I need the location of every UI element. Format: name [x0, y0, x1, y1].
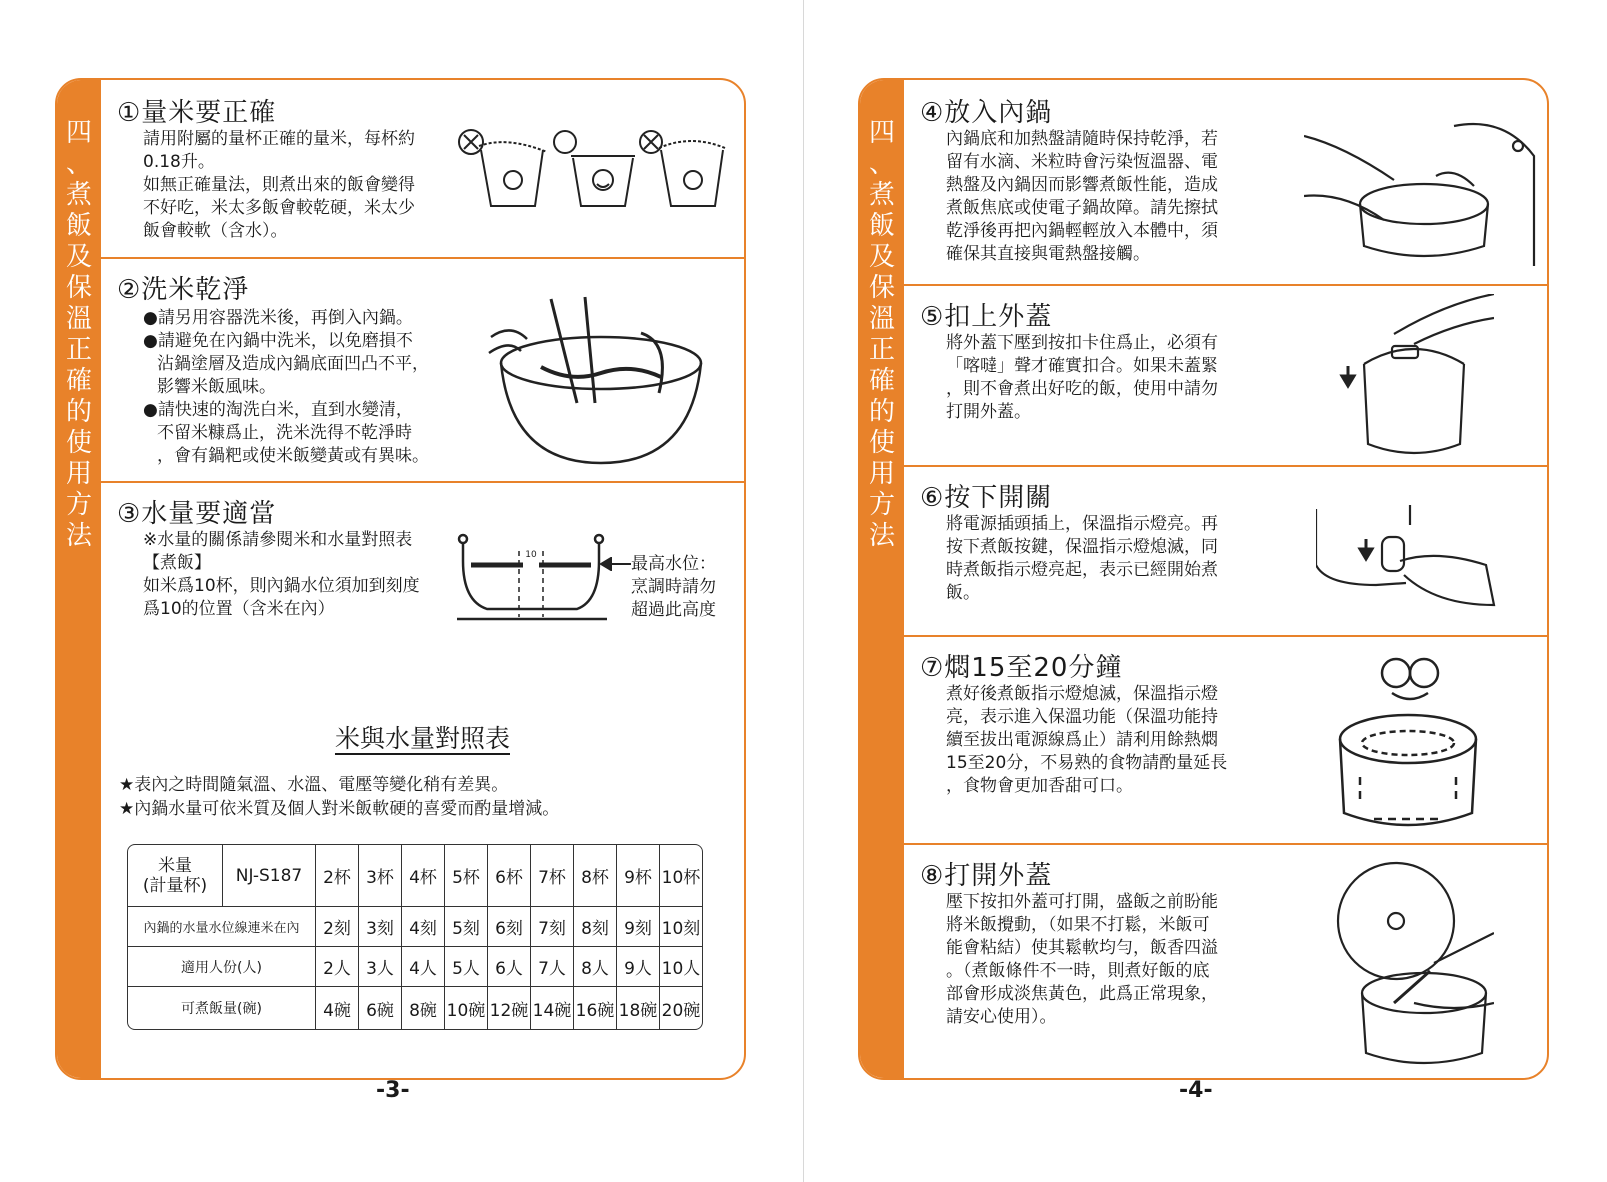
table-row: [128, 947, 702, 987]
down-arrow-icon: [1360, 539, 1372, 559]
table-cell: NJ-S187: [223, 845, 316, 907]
section-insert-pot: [904, 80, 1547, 286]
table-cell: 9刻: [617, 907, 660, 947]
table-cell: 10碗: [445, 987, 488, 1029]
table-cell: 適用人份(人): [128, 947, 316, 987]
table-cell: 7杯: [531, 845, 574, 907]
table-title: 米與水量對照表: [334, 724, 510, 753]
table-cell: 5杯: [445, 845, 488, 907]
page-divider: [803, 0, 804, 1182]
section-press-switch: [904, 465, 1547, 637]
section-body: ※水量的關係請參閱米和水量對照表 【煮飯】 如米爲10杯，則內鍋水位須加到刻度 爲10的位置（含米在內）: [143, 530, 420, 619]
section-heading: ④放入內鍋: [920, 98, 1053, 128]
table-cell: 6杯: [488, 845, 531, 907]
section-measure-rice: [101, 80, 744, 259]
table-cell: 14碗: [531, 987, 574, 1029]
table-cell: 4刻: [402, 907, 445, 947]
open-lid-illustration: [1334, 853, 1494, 1073]
section-heading: ⑦燜15至20分鐘: [920, 653, 1123, 683]
table-cell: 米量 (計量杯): [128, 845, 223, 907]
table-cell: 5刻: [445, 907, 488, 947]
table-cell: 18碗: [617, 987, 660, 1029]
measuring-cup-illustration: [457, 128, 727, 218]
table-cell: 8碗: [402, 987, 445, 1029]
table-cell: 4碗: [316, 987, 359, 1029]
table-cell: 6刻: [488, 907, 531, 947]
section-heading: ①量米要正確: [117, 98, 277, 128]
section-water-level: [101, 481, 744, 1080]
table-cell: 16碗: [574, 987, 617, 1029]
section-heading: ②洗米乾淨: [117, 275, 250, 305]
section-close-lid: [904, 284, 1547, 467]
section-heading: ⑧打開外蓋: [920, 861, 1053, 891]
insert-pot-illustration: [1304, 116, 1544, 266]
section-heading: ⑥按下開關: [920, 483, 1053, 513]
switch-illustration: [1316, 505, 1496, 615]
section-body: 壓下按扣外蓋可打開，盛飯之前盼能 將米飯攪動，（如果不打鬆，米飯可 能會粘結）使其鬆軟均勻，飯香四溢 。（煮飯條件不一時，則煮好飯的底 部會形成淡焦黃色，此爲正常現象， 請安心使用）。: [946, 892, 1218, 1027]
section-body: 將電源插頭插上，保溫指示燈亮。再 按下煮飯按鍵，保溫指示燈熄滅，同 時煮飯指示燈亮起，表示已經開始煮 飯。: [946, 514, 1218, 603]
section-wash-rice: [101, 257, 744, 483]
section-open-lid: [904, 843, 1547, 1080]
section-body: ●請另用容器洗米後，再倒入內鍋。 ●請避免在內鍋中洗米，以免磨損不 沾鍋塗層及造成內鍋底面凹凸不平， 影響米飯風味。 ●請快速的淘洗白米，直到水變清， 不留米糠爲止，洗米洗得不乾淨時 ，會有鍋粑或使米飯變黃或有異味。: [143, 308, 429, 466]
page-number: -3-: [376, 1078, 410, 1103]
rice-water-table: [127, 844, 703, 1030]
table-cell: 2刻: [316, 907, 359, 947]
table-cell: 9人: [617, 947, 660, 987]
table-cell: 可煮飯量(碗): [128, 987, 316, 1029]
table-cell: 8人: [574, 947, 617, 987]
steaming-pot-illustration: [1334, 643, 1484, 833]
section-body: 將外蓋下壓到按扣卡住爲止，必須有 「喀噠」聲才確實扣合。如果未蓋緊 ，則不會煮出好吃的飯，使用中請勿 打開外蓋。: [946, 333, 1218, 422]
table-cell: 3刻: [359, 907, 402, 947]
table-cell: 9杯: [617, 845, 660, 907]
inner-pot-scale-illustration: [457, 531, 607, 621]
down-arrow-icon: [1342, 366, 1354, 386]
section-steam-wait: [904, 635, 1547, 845]
section-heading: ⑤扣上外蓋: [920, 302, 1053, 332]
side-title: 四 、 煮 飯 及 保 溫 正 確 的 使 用 方 法: [65, 118, 92, 551]
close-lid-illustration: [1334, 294, 1494, 459]
table-notes: ★表內之時間隨氣溫、水溫、電壓等變化稍有差異。 ★內鍋水量可依米質及個人對米飯軟硬的喜愛而酌量增減。: [119, 775, 560, 819]
table-cell: 3人: [359, 947, 402, 987]
section-body: 煮好後煮飯指示燈熄滅，保溫指示燈 亮，表示進入保溫功能（保溫功能持 續至拔出電源線爲止）請利用餘熱燜 15至20分，不易熟的食物請酌量延長 ，食物會更加香甜可口。: [946, 684, 1228, 796]
page-number: -4-: [1179, 1078, 1213, 1103]
table-cell: 4人: [402, 947, 445, 987]
table-row: [128, 845, 702, 907]
table-cell: 10杯: [660, 845, 702, 907]
washing-bowl-illustration: [481, 293, 711, 473]
section-body: 內鍋底和加熱盤請隨時保持乾淨，若 留有水滴、米粒時會污染恆溫器、電 熱盤及內鍋因而影響煮飯性能，造成 煮飯焦底或使電子鍋故障。請先擦拭 乾淨後再把內鍋輕輕放入本體中，須 確保其直接與電熱盤接觸。: [946, 129, 1218, 264]
arrow-icon: [597, 557, 631, 571]
table-cell: 內鍋的水量水位線連米在內: [128, 907, 316, 947]
side-title: 四 、 煮 飯 及 保 溫 正 確 的 使 用 方 法: [868, 118, 895, 551]
table-cell: 6碗: [359, 987, 402, 1029]
table-row: [128, 987, 702, 1029]
table-cell: 20碗: [661, 1000, 701, 1021]
side-band: [57, 80, 101, 1078]
table-cell: 2杯: [316, 845, 359, 907]
table-cell: 8刻: [574, 907, 617, 947]
table-cell: 6人: [488, 947, 531, 987]
side-band: [860, 80, 904, 1078]
table-cell: 10人: [660, 947, 702, 987]
left-page-frame: [55, 78, 746, 1080]
table-cell: 12碗: [488, 987, 531, 1029]
table-cell: 10刻: [660, 907, 702, 947]
table-cell: 4杯: [402, 845, 445, 907]
table-cell: 8杯: [574, 845, 617, 907]
table-cell: 5人: [445, 947, 488, 987]
section-body: 請用附屬的量杯正確的量米，每杯約 0.18升。 如無正確量法，則煮出來的飯會變得 不好吃，米太多飯會較乾硬，米太少 飯會較軟（含水）。: [143, 129, 415, 241]
right-page-frame: [858, 78, 1549, 1080]
table-cell: 7刻: [531, 907, 574, 947]
table-cell: 7人: [531, 947, 574, 987]
svg-text:10: 10: [525, 550, 537, 560]
table-cell: 2人: [316, 947, 359, 987]
max-water-callout: 最高水位： 烹調時請勿 超過此高度: [631, 554, 716, 620]
table-cell: 3杯: [359, 845, 402, 907]
table-row: [128, 907, 702, 947]
section-heading: ③水量要適當: [117, 499, 277, 529]
